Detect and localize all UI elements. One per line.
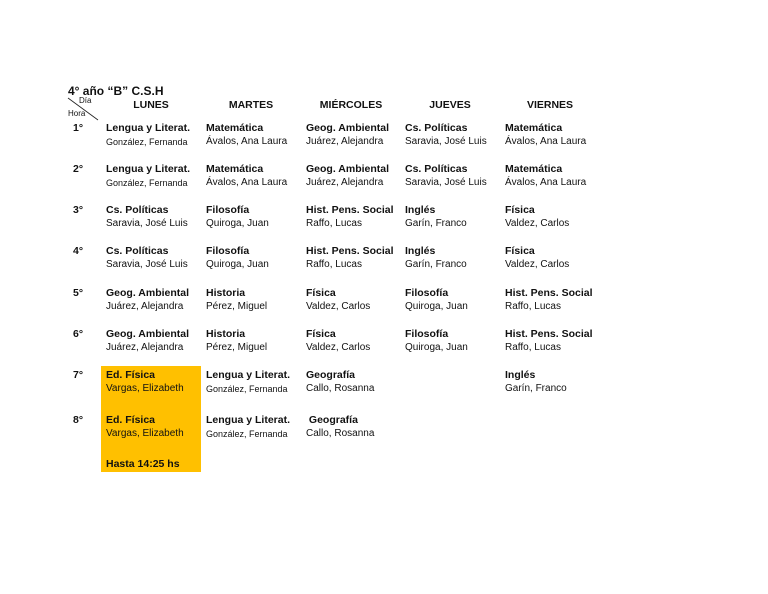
schedule-cell-thursday	[405, 122, 503, 149]
subject-name: Ed. Física	[106, 369, 156, 381]
teacher-name: Valdez, Carlos	[505, 218, 570, 229]
schedule-cell-tuesday	[206, 287, 304, 314]
subject-name: Cs. Políticas	[106, 245, 169, 257]
teacher-name: Raffo, Lucas	[505, 342, 561, 353]
schedule-cell-wednesday	[306, 287, 404, 314]
subject-name: Hist. Pens. Social	[306, 245, 394, 257]
subject-name: Geog. Ambiental	[106, 328, 190, 340]
subject-name: Física	[505, 204, 535, 216]
schedule-cell-monday	[106, 245, 204, 272]
subject-name: Matemática	[206, 163, 264, 175]
schedule-cell-tuesday	[206, 204, 304, 231]
subject-name: Filosofía	[206, 204, 250, 216]
subject-name: Cs. Políticas	[106, 204, 169, 216]
schedule-cell-monday	[106, 163, 204, 190]
subject-name: Matemática	[505, 122, 563, 134]
subject-name: Cs. Políticas	[405, 122, 468, 134]
subject-name: Geog. Ambiental	[106, 287, 190, 299]
teacher-name: Raffo, Lucas	[505, 301, 561, 312]
teacher-name: Callo, Rosanna	[306, 383, 375, 394]
subject-name: Ed. Física	[106, 414, 156, 426]
teacher-name: Garín, Franco	[405, 218, 467, 229]
teacher-name: Pérez, Miguel	[206, 342, 268, 353]
schedule-cell-thursday	[405, 163, 503, 190]
schedule-cell-monday	[106, 287, 204, 314]
subject-name: Hist. Pens. Social	[505, 287, 593, 299]
subject-name: Física	[505, 245, 535, 257]
subject-name: Física	[306, 328, 336, 340]
teacher-name: González, Fernanda	[206, 429, 288, 439]
day-header-monday: LUNES	[133, 99, 169, 111]
schedule-cell-wednesday	[306, 369, 404, 396]
schedule-cell-tuesday	[206, 245, 304, 272]
schedule-cell-monday	[106, 328, 204, 355]
schedule-cell-friday	[505, 369, 603, 396]
subject-name: Geografía	[306, 369, 356, 381]
schedule-cell-wednesday	[306, 122, 404, 149]
schedule-cell-thursday	[405, 204, 503, 231]
end-time-note: Hasta 14:25 hs	[106, 458, 180, 470]
teacher-name: Ávalos, Ana Laura	[505, 136, 587, 147]
schedule-cell-tuesday	[206, 414, 304, 441]
day-header-friday: VIERNES	[526, 99, 574, 111]
teacher-name: Ávalos, Ana Laura	[206, 136, 288, 147]
hour-label: 5°	[73, 287, 84, 299]
teacher-name: Saravia, José Luis	[405, 177, 487, 188]
teacher-name: Quiroga, Juan	[405, 301, 468, 312]
teacher-name: Vargas, Elizabeth	[106, 428, 184, 439]
schedule-cell-wednesday	[306, 328, 404, 355]
subject-name: Inglés	[405, 204, 436, 216]
corner-header	[66, 97, 100, 121]
subject-name: Lengua y Literat.	[106, 163, 191, 175]
day-header-wednesday: MIÉRCOLES	[319, 99, 383, 111]
subject-name: Física	[306, 287, 336, 299]
hour-label: 2°	[73, 163, 84, 175]
day-header-tuesday: MARTES	[228, 99, 274, 111]
schedule-cell-tuesday	[206, 328, 304, 355]
schedule-cell-friday	[505, 122, 603, 149]
subject-name: Filosofía	[405, 328, 449, 340]
teacher-name: Garín, Franco	[505, 383, 567, 394]
teacher-name: Quiroga, Juan	[206, 218, 269, 229]
subject-name: Historia	[206, 328, 246, 340]
schedule-cell-tuesday	[206, 369, 304, 396]
subject-name: Hist. Pens. Social	[505, 328, 593, 340]
teacher-name: Saravia, José Luis	[106, 259, 188, 270]
hour-label: 1°	[73, 122, 84, 134]
teacher-name: Vargas, Elizabeth	[106, 383, 184, 394]
schedule-cell-monday	[106, 122, 204, 149]
teacher-name: Quiroga, Juan	[206, 259, 269, 270]
corner-hora-label: Hora	[68, 109, 86, 118]
teacher-name: Valdez, Carlos	[505, 259, 570, 270]
schedule-cell-monday	[106, 204, 204, 231]
teacher-name: Valdez, Carlos	[306, 301, 371, 312]
subject-name: Filosofía	[405, 287, 449, 299]
teacher-name: Valdez, Carlos	[306, 342, 371, 353]
teacher-name: Callo, Rosanna	[306, 428, 375, 439]
day-header-thursday: JUEVES	[429, 99, 471, 111]
subject-name: Hist. Pens. Social	[306, 204, 394, 216]
teacher-name: Juárez, Alejandra	[106, 301, 184, 312]
subject-name: Filosofía	[206, 245, 250, 257]
hour-label: 6°	[73, 328, 84, 340]
hour-label: 7°	[73, 369, 84, 381]
subject-name: Lengua y Literat.	[206, 369, 291, 381]
subject-name: Geografía	[306, 414, 358, 426]
subject-name: Geog. Ambiental	[306, 122, 390, 134]
schedule-cell-friday	[505, 328, 603, 355]
schedule-cell-thursday	[405, 245, 503, 272]
teacher-name: Juárez, Alejandra	[306, 177, 384, 188]
teacher-name: González, Fernanda	[106, 178, 188, 188]
teacher-name: Quiroga, Juan	[405, 342, 468, 353]
corner-dia-label: Día	[79, 96, 92, 105]
teacher-name: González, Fernanda	[106, 137, 188, 147]
teacher-name: Ávalos, Ana Laura	[206, 177, 288, 188]
subject-name: Lengua y Literat.	[206, 414, 291, 426]
hour-label: 3°	[73, 204, 84, 216]
hour-label: 4°	[73, 245, 84, 257]
subject-name: Inglés	[405, 245, 436, 257]
schedule-cell-thursday	[405, 328, 503, 355]
schedule-cell-friday	[505, 245, 603, 272]
teacher-name: Juárez, Alejandra	[306, 136, 384, 147]
teacher-name: Ávalos, Ana Laura	[505, 177, 587, 188]
schedule-cell-wednesday	[306, 204, 404, 231]
teacher-name: Saravia, José Luis	[405, 136, 487, 147]
page-title: 4° año “B” C.S.H	[68, 84, 164, 98]
schedule-cell-monday	[106, 369, 204, 396]
schedule-cell-wednesday	[306, 245, 404, 272]
subject-name: Lengua y Literat.	[106, 122, 191, 134]
schedule-cell-friday	[505, 287, 603, 314]
subject-name: Matemática	[206, 122, 264, 134]
schedule-cell-tuesday	[206, 163, 304, 190]
teacher-name: González, Fernanda	[206, 384, 288, 394]
teacher-name: Raffo, Lucas	[306, 218, 362, 229]
schedule-cell-wednesday	[306, 163, 404, 190]
schedule-cell-thursday	[405, 287, 503, 314]
teacher-name: Garín, Franco	[405, 259, 467, 270]
hour-label: 8°	[73, 414, 84, 426]
teacher-name: Juárez, Alejandra	[106, 342, 184, 353]
schedule-cell-wednesday	[306, 414, 404, 441]
schedule-cell-friday	[505, 204, 603, 231]
subject-name: Cs. Políticas	[405, 163, 468, 175]
schedule-cell-tuesday	[206, 122, 304, 149]
schedule-cell-monday	[106, 414, 204, 441]
teacher-name: Saravia, José Luis	[106, 218, 188, 229]
teacher-name: Raffo, Lucas	[306, 259, 362, 270]
subject-name: Inglés	[505, 369, 536, 381]
teacher-name: Pérez, Miguel	[206, 301, 268, 312]
subject-name: Historia	[206, 287, 246, 299]
subject-name: Matemática	[505, 163, 563, 175]
schedule-cell-friday	[505, 163, 603, 190]
subject-name: Geog. Ambiental	[306, 163, 390, 175]
